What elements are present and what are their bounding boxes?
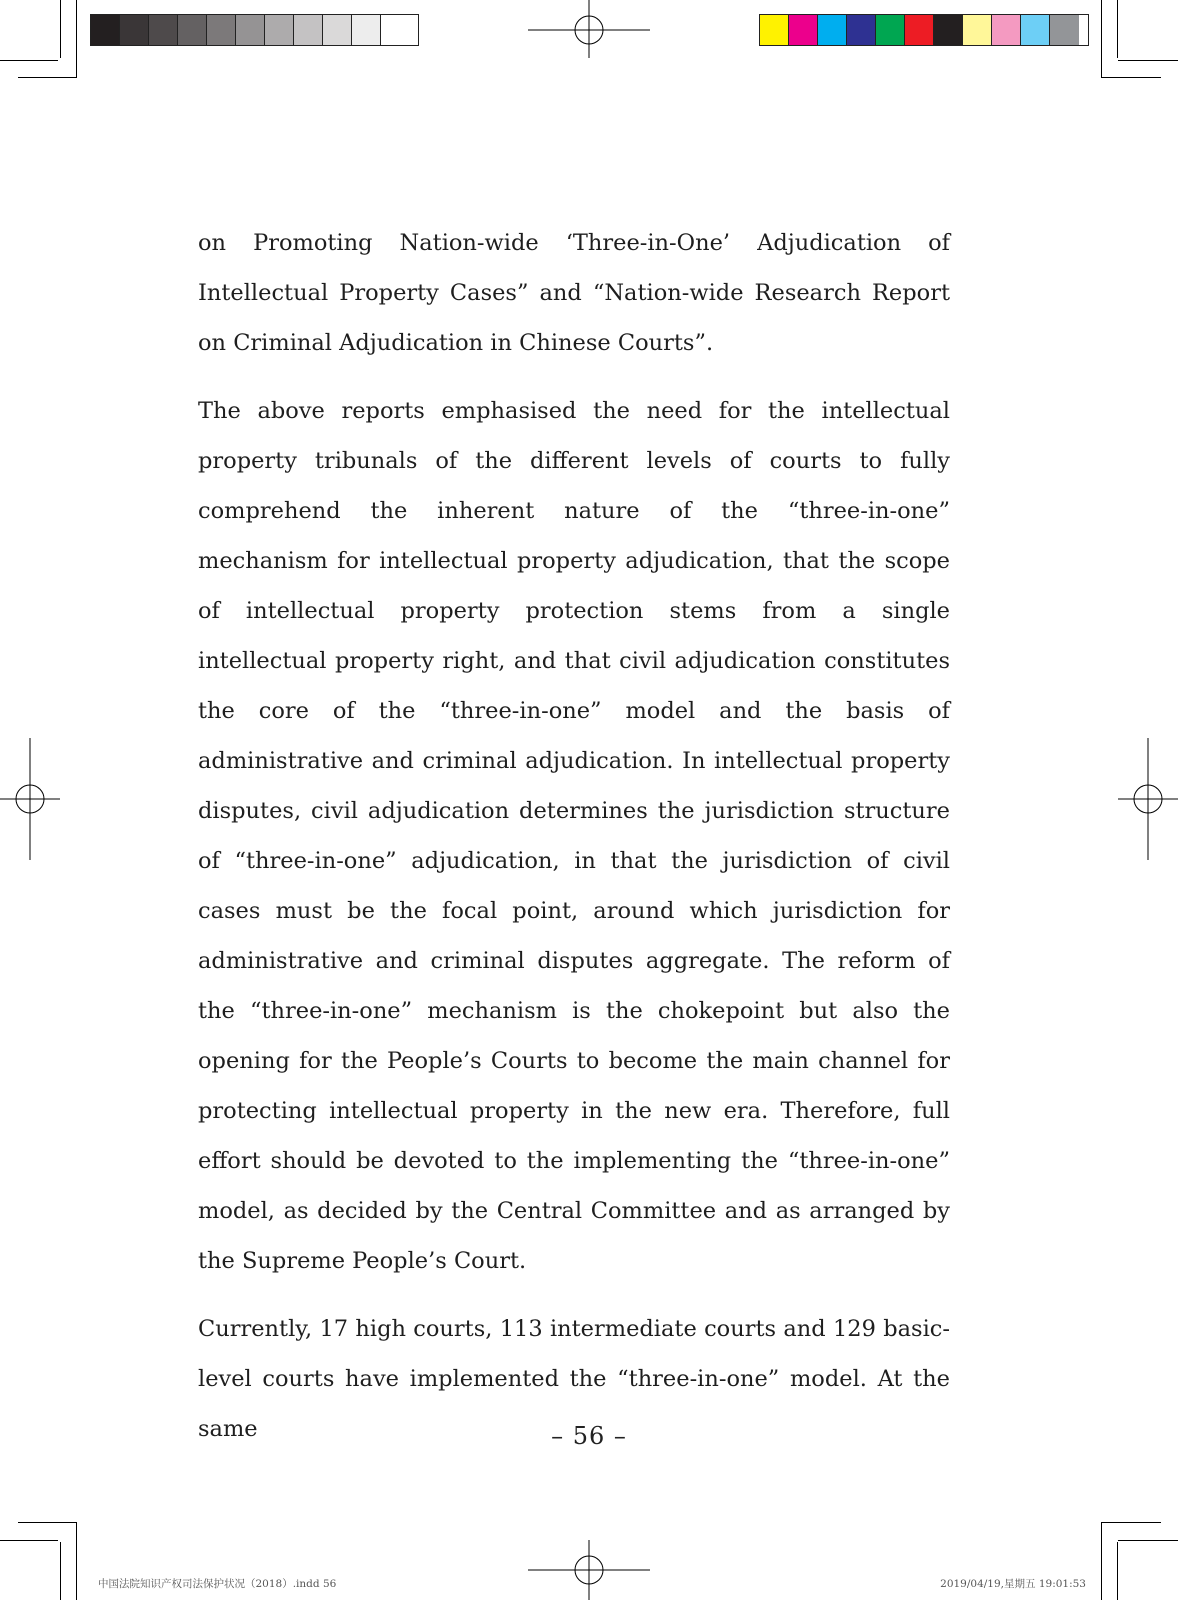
paragraph: The above reports emphasised the need for the intellectual property tribunals of the different levels of courts to fully comprehend the inherent nature of the “three-in-one” mechanism for intellectual property adjudication, that the scope of intellectual property protection stems from a single intellectual property right, and that civil adjudication constitutes the core of the “three-in-one” model and the basis of administrative and criminal adjudication. In intellectual property disputes, civil adjudication determines the jurisdiction structure of “three-in-one” adjudication, in that the jurisdiction of civil cases must be the focal point, around which jurisdiction for administrative and criminal disputes aggregate. The reform of the “three-in-one” mechanism is the chokepoint but also the opening for the People’s Courts to become the main channel for protecting intellectual property in the new era. Therefore, full effort should be devoted to the implementing the “three-in-one” model, as decided by the Central Committee and as arranged by the Supreme People’s Court. bbox=[198, 398, 950, 1274]
trim-line-br bbox=[1118, 1540, 1178, 1541]
color-swatch bbox=[381, 15, 410, 45]
crop-mark-tr-v bbox=[1101, 0, 1102, 78]
trim-line-tl2 bbox=[60, 0, 61, 58]
color-swatch bbox=[992, 15, 1021, 45]
crop-mark-bl-h bbox=[18, 1522, 77, 1523]
color-swatch bbox=[1050, 15, 1079, 45]
crop-mark-br-h bbox=[1101, 1522, 1161, 1523]
registration-mark-left-icon bbox=[0, 738, 60, 860]
crop-mark-tl-h bbox=[18, 77, 77, 78]
trim-line-tr2 bbox=[1117, 0, 1118, 58]
crop-mark-tr-h bbox=[1101, 77, 1161, 78]
color-swatch bbox=[236, 15, 265, 45]
slug-timestamp: 2019/04/19,星期五 19:01:53 bbox=[940, 1578, 1086, 1590]
color-swatch bbox=[352, 15, 381, 45]
paragraph: Currently, 17 high courts, 113 intermediate courts and 129 basic-level courts have implemented the “three-in-one” model. At the same bbox=[198, 1316, 950, 1442]
color-swatch bbox=[963, 15, 992, 45]
trim-line-bl bbox=[0, 1540, 58, 1541]
registration-mark-bottom-icon bbox=[528, 1540, 650, 1600]
color-swatch bbox=[149, 15, 178, 45]
color-swatch bbox=[120, 15, 149, 45]
color-swatch bbox=[876, 15, 905, 45]
color-swatch bbox=[760, 15, 789, 45]
crop-mark-br-v bbox=[1101, 1522, 1102, 1600]
trim-line-br2 bbox=[1117, 1542, 1118, 1600]
grayscale-color-bar bbox=[90, 14, 419, 46]
color-swatch bbox=[847, 15, 876, 45]
color-swatch bbox=[91, 15, 120, 45]
color-swatch bbox=[207, 15, 236, 45]
trim-line-tl bbox=[0, 60, 58, 61]
trim-line-bl2 bbox=[60, 1542, 61, 1600]
color-swatch bbox=[178, 15, 207, 45]
color-swatch bbox=[818, 15, 847, 45]
color-swatch bbox=[265, 15, 294, 45]
color-swatch bbox=[789, 15, 818, 45]
slug-file-info: 中国法院知识产权司法保护状况（2018）.indd 56 bbox=[98, 1578, 337, 1590]
crop-mark-bl-v bbox=[76, 1522, 77, 1600]
process-color-bar bbox=[759, 14, 1089, 46]
color-swatch bbox=[294, 15, 323, 45]
trim-line-tr bbox=[1118, 60, 1178, 61]
color-swatch bbox=[934, 15, 963, 45]
crop-mark-tl-v bbox=[76, 0, 77, 78]
registration-mark-top-icon bbox=[528, 0, 650, 58]
color-swatch bbox=[1021, 15, 1050, 45]
registration-mark-right-icon bbox=[1118, 738, 1178, 860]
color-swatch bbox=[323, 15, 352, 45]
color-swatch bbox=[905, 15, 934, 45]
paragraph: on Promoting Nation-wide ‘Three-in-One’ Adjudication of Intellectual Property Cases” and “Nation-wide Research Report on Criminal Adjudication in Chinese Courts”. bbox=[198, 230, 950, 356]
page-number: – 56 – bbox=[551, 1422, 627, 1450]
body-text bbox=[198, 218, 950, 1472]
